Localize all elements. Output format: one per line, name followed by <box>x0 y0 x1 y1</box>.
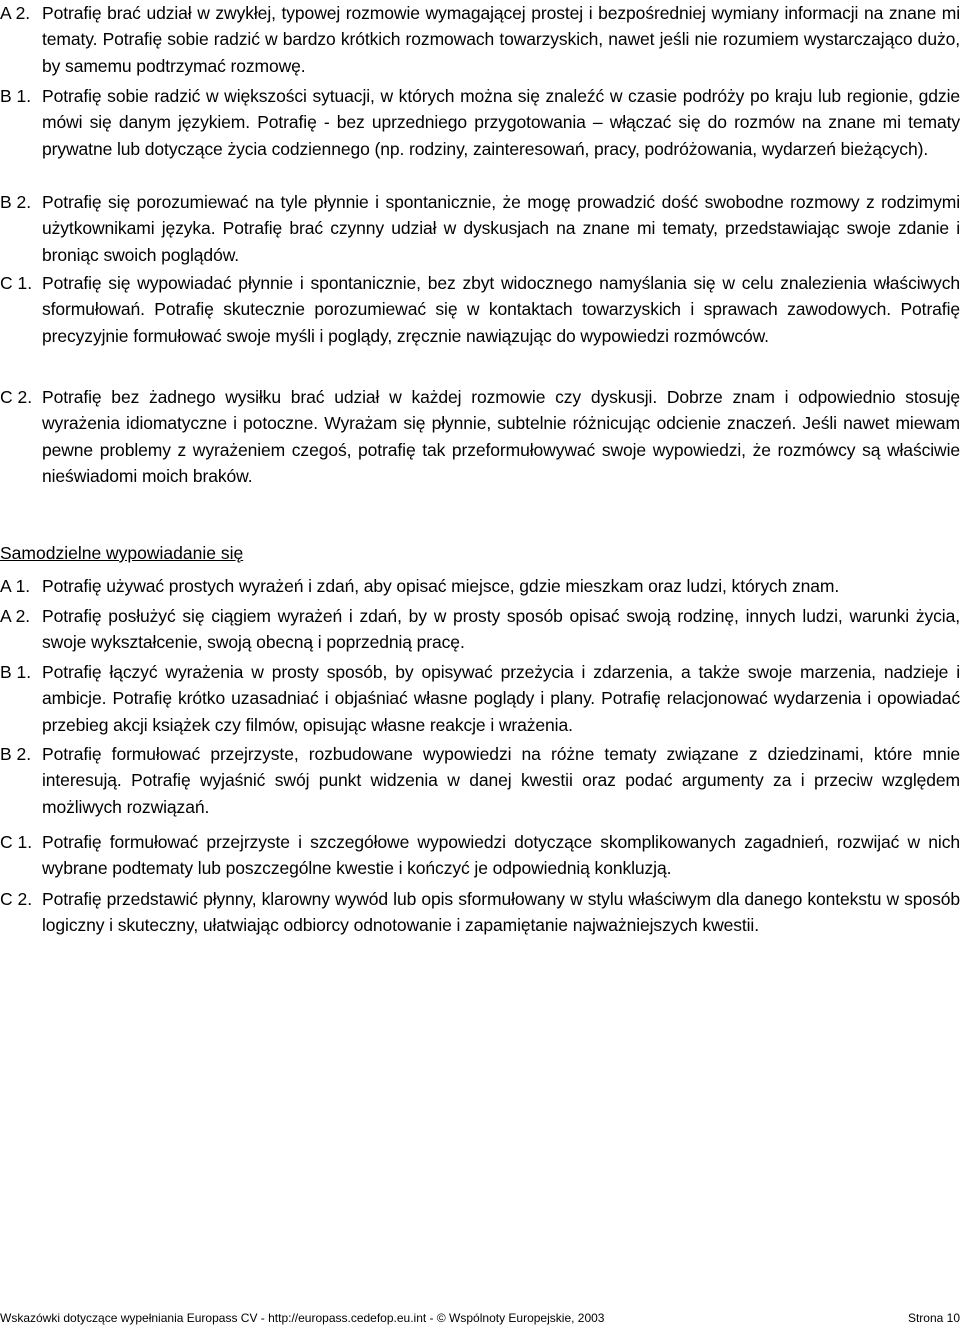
section-heading: Samodzielne wypowiadanie się <box>0 543 244 563</box>
level-description: Potrafię się wypowiadać płynnie i spontanicznie, bez zbyt widocznego namyślania się w celu znalezienia właściwych sformułowań. Potrafię skutecznie porozumiewać się w kontaktach towarzyskich i sprawach zawodowych. Potrafię precyzyjnie formułować swoje myśli i poglądy, zręcznie nawiązując do wypowiedzi rozmówców. <box>42 273 960 346</box>
level-description: Potrafię przedstawić płynny, klarowny wywód lub opis sformułowany w stylu właściwym dla danego kontekstu w sposób logiczny i skuteczny, ułatwiając odbiorcy odnotowanie i zapamiętanie najważniejszych kwestii. <box>42 889 960 936</box>
level-label: B 1. <box>0 662 32 682</box>
level-description: Potrafię brać udział w zwykłej, typowej rozmowie wymagającej prostej i bezpośredniej wymiany informacji na znane mi tematy. Potrafię sobie radzić w bardzo krótkich rozmowach towarzyskich, nawet jeśli nie rozumiem wystarczająco dużo, by samemu podtrzymać rozmowę. <box>42 3 960 76</box>
production-entry-c2 <box>0 886 960 939</box>
level-description: Potrafię formułować przejrzyste, rozbudowane wypowiedzi na różne tematy związane z dziedzinami, które mnie interesują. Potrafię wyjaśnić swój punkt widzenia w danej kwestii oraz podać argumenty za i przeciw względem możliwych rozwiązań. <box>42 744 960 817</box>
page-number: Strona 10 <box>907 1311 960 1325</box>
level-description: Potrafię posłużyć się ciągiem wyrażeń i zdań, by w prosty sposób opisać swoją rodzinę, innych ludzi, warunki życia, swoje wykształcenie, swoją obecną i poprzednią pracę. <box>42 606 960 653</box>
production-entry-b1 <box>0 659 960 738</box>
level-label: A 2. <box>0 3 31 23</box>
level-label: C 2. <box>0 889 33 909</box>
level-label: C 2. <box>0 387 33 407</box>
level-label: B 1. <box>0 86 32 106</box>
interaction-entry-c2 <box>0 384 960 490</box>
production-entry-a1 <box>0 573 960 599</box>
production-entry-b2 <box>0 741 960 820</box>
level-label: C 1. <box>0 273 33 293</box>
level-description: Potrafię używać prostych wyrażeń i zdań, aby opisać miejsce, gdzie mieszkam oraz ludzi, których znam. <box>42 576 840 596</box>
level-description: Potrafię łączyć wyrażenia w prosty sposób, by opisywać przeżycia i zdarzenia, a także swoje marzenia, nadzieje i ambicje. Potrafię krótko uzasadniać i objaśniać własne poglądy i plany. Potrafię relacjonować wydarzenia i opowiadać przebieg akcji książek czy filmów, opisując własne reakcje i wrażenia. <box>42 662 960 735</box>
level-description: Potrafię bez żadnego wysiłku brać udział w każdej rozmowie czy dyskusji. Dobrze znam i odpowiednio stosuję wyrażenia idiomatyczne i potoczne. Wyrażam się płynnie, subtelnie różnicując odcienie znaczeń. Jeśli nawet miewam pewne problemy z wyrażeniem czegoś, potrafię tak przeformułowywać swoje wypowiedzi, że rozmówcy są właściwie nieświadomi moich braków. <box>42 387 960 487</box>
production-entry-c1 <box>0 829 960 882</box>
level-label: A 2. <box>0 606 31 626</box>
level-description: Potrafię sobie radzić w większości sytuacji, w których można się znaleźć w czasie podróży po kraju lub regionie, gdzie mówi się danym językiem. Potrafię - bez uprzedniego przygotowania – włączać się do rozmów na znane mi tematy prywatne lub dotyczące życia codziennego (np. rodziny, zainteresowań, pracy, podróżowania, wydarzeń bieżących). <box>42 86 960 159</box>
level-label: A 1. <box>0 576 31 596</box>
interaction-entry-c1 <box>0 270 960 349</box>
level-label: B 2. <box>0 744 32 764</box>
level-label: C 1. <box>0 832 33 852</box>
level-description: Potrafię formułować przejrzyste i szczegółowe wypowiedzi dotyczące skomplikowanych zagadnień, rozwijać w nich wybrane podtematy lub poszczególne kwestie i kończyć je odpowiednią konkluzją. <box>42 832 960 879</box>
level-label: B 2. <box>0 192 32 212</box>
interaction-entry-a2 <box>0 0 960 79</box>
level-description: Potrafię się porozumiewać na tyle płynnie i spontanicznie, że mogę prowadzić dość swobodne rozmowy z rodzimymi użytkownikami języka. Potrafię brać czynny udział w dyskusjach na znane mi tematy, przedstawiając swoje zdanie i broniąc swoich poglądów. <box>42 192 960 265</box>
footer-source: Wskazówki dotyczące wypełniania Europass CV - http://europass.cedefop.eu.int - © Wspólnoty Europejskie, 2003 <box>0 1311 605 1325</box>
production-entry-a2 <box>0 603 960 656</box>
interaction-entry-b2 <box>0 189 960 268</box>
interaction-entry-b1 <box>0 83 960 162</box>
